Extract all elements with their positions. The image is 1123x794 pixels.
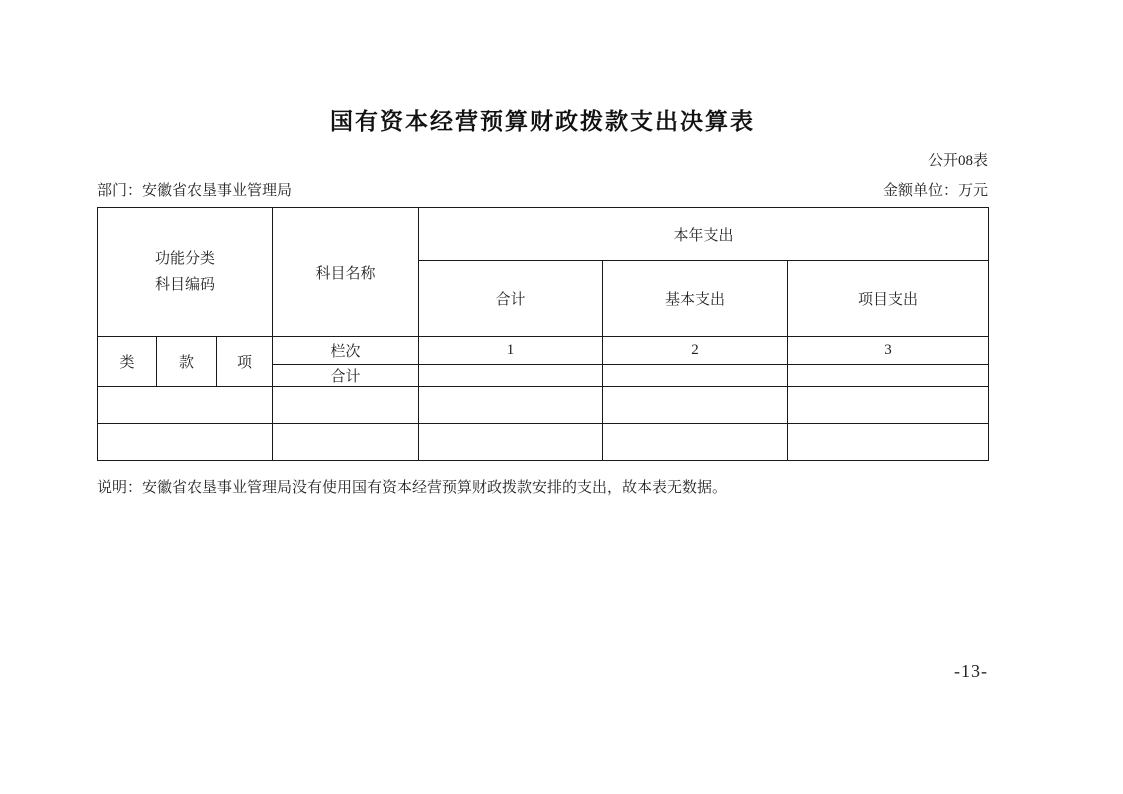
meta-line (97, 179, 988, 200)
form-code: 公开08表 (927, 153, 988, 169)
function-code-line2: 科目编码 (155, 277, 216, 293)
function-code-line1: 功能分类 (155, 251, 216, 267)
total-value-1 (419, 365, 603, 387)
budget-table (97, 207, 989, 461)
document-content (97, 0, 988, 497)
header-cell-year-expense: 本年支出 (419, 208, 989, 261)
code-cell-xiang: 项 (217, 337, 273, 387)
empty-cell (788, 424, 989, 461)
empty-cell (419, 424, 603, 461)
note-text: 说明：安徽省农垦事业管理局没有使用国有资本经营预算财政拨款安排的支出，故本表无数据。 (97, 480, 728, 496)
column-index-row (98, 337, 989, 365)
empty-cell (98, 424, 273, 461)
data-row-empty-2 (98, 424, 989, 461)
empty-cell (419, 387, 603, 424)
header-cell-function-code (98, 208, 273, 337)
lanci-value-1: 1 (419, 337, 603, 365)
empty-cell (98, 387, 273, 424)
header-cell-project-expense: 项目支出 (788, 261, 989, 337)
header-cell-basic-expense: 基本支出 (603, 261, 788, 337)
empty-cell (788, 387, 989, 424)
empty-cell (273, 387, 419, 424)
page-number: -13- (954, 661, 988, 681)
header-row-1 (98, 208, 989, 261)
total-row-label-cell: 合计 (273, 365, 419, 387)
data-row-empty-1 (98, 387, 989, 424)
code-cell-kuan: 款 (157, 337, 217, 387)
department-label: 部门：安徽省农垦事业管理局 (97, 183, 293, 199)
header-cell-total: 合计 (419, 261, 603, 337)
lanci-value-2: 2 (603, 337, 788, 365)
page-title: 国有资本经营预算财政拨款支出决算表 (330, 108, 755, 134)
empty-cell (603, 387, 788, 424)
header-cell-subject-name: 科目名称 (273, 208, 419, 337)
lanci-label-cell: 栏次 (273, 337, 419, 365)
unit-label: 金额单位：万元 (882, 183, 988, 199)
empty-cell (603, 424, 788, 461)
total-value-3 (788, 365, 989, 387)
empty-cell (273, 424, 419, 461)
code-cell-lei: 类 (98, 337, 157, 387)
lanci-value-3: 3 (788, 337, 989, 365)
total-value-2 (603, 365, 788, 387)
